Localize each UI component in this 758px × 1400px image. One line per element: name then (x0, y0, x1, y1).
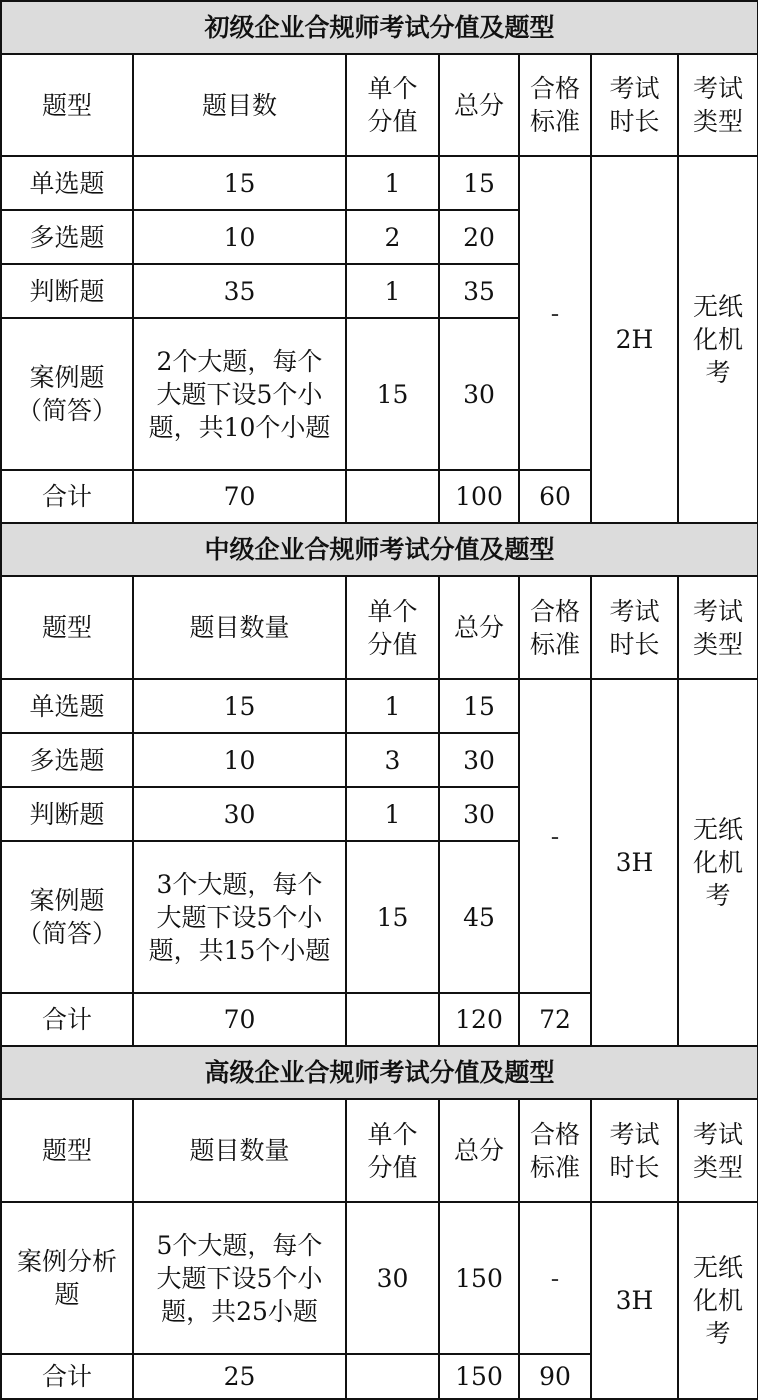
header-count: 题目数 (133, 54, 346, 156)
duration: 3H (591, 679, 678, 1046)
header-duration: 考试 时长 (591, 54, 678, 156)
row-unit-score: 15 (346, 318, 439, 470)
row-count: 3个大题，每个 大题下设5个小 题，共15个小题 (133, 841, 346, 993)
header-total: 总分 (439, 1099, 519, 1202)
summary-pass: 90 (519, 1354, 591, 1399)
section-title-senior: 高级企业合规师考试分值及题型 (1, 1046, 758, 1099)
summary-pass: 72 (519, 993, 591, 1046)
summary-unit-empty (346, 1354, 439, 1399)
header-pass: 合格 标准 (519, 1099, 591, 1202)
header-unit-score: 单个 分值 (346, 576, 439, 679)
row-type: 单选题 (1, 679, 133, 733)
row-type: 判断题 (1, 787, 133, 841)
header-type: 题型 (1, 1099, 133, 1202)
header-pass: 合格 标准 (519, 576, 591, 679)
header-count: 题目数量 (133, 576, 346, 679)
pass-mark: - (519, 156, 591, 470)
header-exam-type: 考试 类型 (678, 1099, 758, 1202)
summary-pass: 60 (519, 470, 591, 523)
summary-total: 100 (439, 470, 519, 523)
exam-type: 无纸 化机 考 (678, 1202, 758, 1399)
row-unit-score: 1 (346, 679, 439, 733)
header-unit-score: 单个 分值 (346, 54, 439, 156)
row-total: 35 (439, 264, 519, 318)
header-exam-type: 考试 类型 (678, 576, 758, 679)
row-total: 150 (439, 1202, 519, 1354)
row-count: 10 (133, 733, 346, 787)
summary-total: 150 (439, 1354, 519, 1399)
pass-mark: - (519, 679, 591, 993)
row-type: 案例分析 题 (1, 1202, 133, 1354)
duration: 2H (591, 156, 678, 523)
row-type: 判断题 (1, 264, 133, 318)
row-count: 30 (133, 787, 346, 841)
row-unit-score: 1 (346, 156, 439, 210)
row-type: 单选题 (1, 156, 133, 210)
summary-count: 70 (133, 470, 346, 523)
row-unit-score: 1 (346, 787, 439, 841)
row-type: 案例题 （简答） (1, 841, 133, 993)
summary-count: 25 (133, 1354, 346, 1399)
section-title-junior: 初级企业合规师考试分值及题型 (1, 1, 758, 54)
pass-mark: - (519, 1202, 591, 1354)
section-title-intermediate: 中级企业合规师考试分值及题型 (1, 523, 758, 576)
header-count: 题目数量 (133, 1099, 346, 1202)
summary-total: 120 (439, 993, 519, 1046)
row-count: 15 (133, 156, 346, 210)
row-total: 30 (439, 787, 519, 841)
header-total: 总分 (439, 54, 519, 156)
header-unit-score: 单个 分值 (346, 1099, 439, 1202)
header-duration: 考试 时长 (591, 1099, 678, 1202)
row-total: 20 (439, 210, 519, 264)
summary-label: 合计 (1, 470, 133, 523)
header-exam-type: 考试 类型 (678, 54, 758, 156)
row-total: 15 (439, 679, 519, 733)
summary-count: 70 (133, 993, 346, 1046)
summary-label: 合计 (1, 1354, 133, 1399)
header-total: 总分 (439, 576, 519, 679)
row-type: 案例题 （简答） (1, 318, 133, 470)
exam-type: 无纸 化机 考 (678, 679, 758, 1046)
summary-label: 合计 (1, 993, 133, 1046)
header-type: 题型 (1, 576, 133, 679)
row-count: 10 (133, 210, 346, 264)
row-unit-score: 3 (346, 733, 439, 787)
row-unit-score: 15 (346, 841, 439, 993)
row-count: 5个大题，每个 大题下设5个小 题，共25小题 (133, 1202, 346, 1354)
row-unit-score: 1 (346, 264, 439, 318)
row-count: 2个大题，每个 大题下设5个小 题，共10个小题 (133, 318, 346, 470)
row-total: 15 (439, 156, 519, 210)
row-unit-score: 30 (346, 1202, 439, 1354)
row-total: 30 (439, 318, 519, 470)
row-count: 35 (133, 264, 346, 318)
duration: 3H (591, 1202, 678, 1399)
summary-unit-empty (346, 993, 439, 1046)
header-duration: 考试 时长 (591, 576, 678, 679)
row-type: 多选题 (1, 210, 133, 264)
row-unit-score: 2 (346, 210, 439, 264)
header-type: 题型 (1, 54, 133, 156)
header-pass: 合格 标准 (519, 54, 591, 156)
exam-type: 无纸 化机 考 (678, 156, 758, 523)
row-total: 45 (439, 841, 519, 993)
row-type: 多选题 (1, 733, 133, 787)
row-total: 30 (439, 733, 519, 787)
summary-unit-empty (346, 470, 439, 523)
row-count: 15 (133, 679, 346, 733)
